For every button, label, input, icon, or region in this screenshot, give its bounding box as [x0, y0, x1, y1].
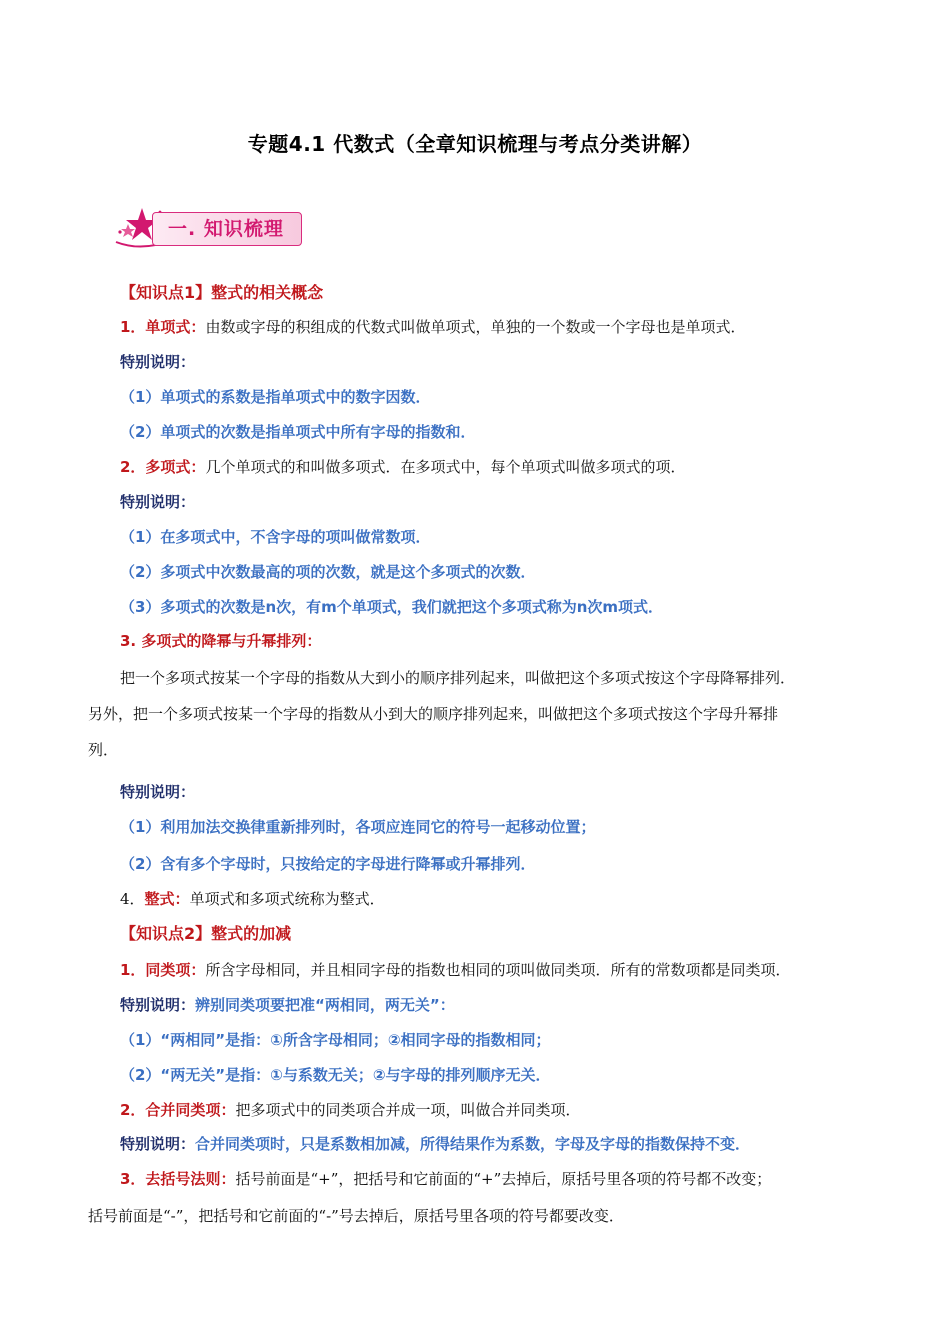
monomial-note-1: （1）单项式的系数是指单项式中的数字因数．: [120, 388, 431, 406]
monomial-definition: [120, 316, 745, 337]
monomial-note-label: 特别说明：: [120, 353, 196, 371]
integral-text: 单项式和多项式统称为整式．: [189, 890, 385, 908]
brackets-line-2: 括号前面是“-”，把括号和它前面的“-”号去掉后，原括号里各项的符号都要改变．: [88, 1207, 624, 1225]
combine-label: 2．合并同类项：: [120, 1101, 236, 1119]
combine-note-label: 特别说明：: [120, 1135, 196, 1153]
section-banner: [112, 202, 312, 254]
polynomial-note-3: （3）多项式的次数是n次，有m个单项式，我们就把这个多项式称为n次m项式．: [120, 598, 664, 616]
like-terms-definition: [120, 959, 790, 980]
integral-num: 4．: [120, 890, 145, 908]
polynomial-label: 2．多项式：: [120, 458, 206, 476]
like-terms-text: 所含字母相同，并且相同字母的指数也相同的项叫做同类项．所有的常数项都是同类项．: [205, 961, 791, 979]
banner-label: 一. 知识梳理: [168, 218, 284, 240]
combine-note: [120, 1133, 750, 1154]
like-terms-note-intro: 辨别同类项要把准“两相同，两无关”：: [195, 996, 455, 1014]
brackets-label: 3．去括号法则：: [120, 1170, 236, 1188]
like-terms-note: [120, 994, 455, 1015]
monomial-label: 1．单项式：: [120, 318, 206, 336]
ordering-line-3: 列．: [88, 741, 119, 759]
ordering-label: 3. 多项式的降幂与升幂排列：: [120, 632, 322, 650]
like-terms-note-1: （1）“两相同”是指：①所含字母相同；②相同字母的指数相同；: [120, 1031, 551, 1049]
ordering-paragraph: [88, 660, 873, 768]
polynomial-note-1: （1）在多项式中，不含字母的项叫做常数项．: [120, 528, 431, 546]
brackets-line-1: 括号前面是“+”，把括号和它前面的“+”去掉后，原括号里各项的符号都不改变；: [235, 1170, 772, 1188]
like-terms-note-2: （2）“两无关”是指：①与系数无关；②与字母的排列顺序无关．: [120, 1066, 551, 1084]
ordering-line-2: 另外，把一个多项式按某一个字母的指数从小到大的顺序排列起来，叫做把这个多项式按这个字母升幂排: [88, 705, 779, 723]
ordering-note-2: （2）含有多个字母时，只按给定的字母进行降幂或升幂排列．: [120, 855, 536, 873]
integral-definition: [120, 888, 385, 909]
kp2-heading: 【知识点2】整式的加减: [120, 924, 292, 943]
like-terms-label: 1．同类项：: [120, 961, 206, 979]
polynomial-note-label: 特别说明：: [120, 493, 196, 511]
page-title: 专题4.1 代数式（全章知识梳理与考点分类讲解）: [247, 132, 703, 156]
like-terms-note-label: 特别说明：: [120, 996, 196, 1014]
polynomial-definition: [120, 456, 685, 477]
brackets-rule-line-1: [120, 1168, 771, 1189]
polynomial-text: 几个单项式的和叫做多项式．在多项式中，每个单项式叫做多项式的项．: [205, 458, 686, 476]
ordering-line-1: 把一个多项式按某一个字母的指数从大到小的顺序排列起来，叫做把这个多项式按这个字母降幂排列．: [120, 669, 796, 687]
combine-definition: [120, 1099, 580, 1120]
ordering-note-1: （1）利用加法交换律重新排列时，各项应连同它的符号一起移动位置；: [120, 818, 596, 836]
polynomial-note-2: （2）多项式中次数最高的项的次数，就是这个多项式的次数．: [120, 563, 536, 581]
combine-text: 把多项式中的同类项合并成一项，叫做合并同类项．: [235, 1101, 581, 1119]
ordering-note-label: 特别说明：: [120, 783, 196, 801]
monomial-note-2: （2）单项式的次数是指单项式中所有字母的指数和．: [120, 423, 476, 441]
kp1-heading: 【知识点1】整式的相关概念: [120, 283, 324, 302]
monomial-text: 由数或字母的积组成的代数式叫做单项式，单独的一个数或一个字母也是单项式．: [205, 318, 746, 336]
combine-note-text: 合并同类项时，只是系数相加减，所得结果作为系数，字母及字母的指数保持不变．: [195, 1135, 751, 1153]
integral-label: 整式：: [144, 890, 190, 908]
